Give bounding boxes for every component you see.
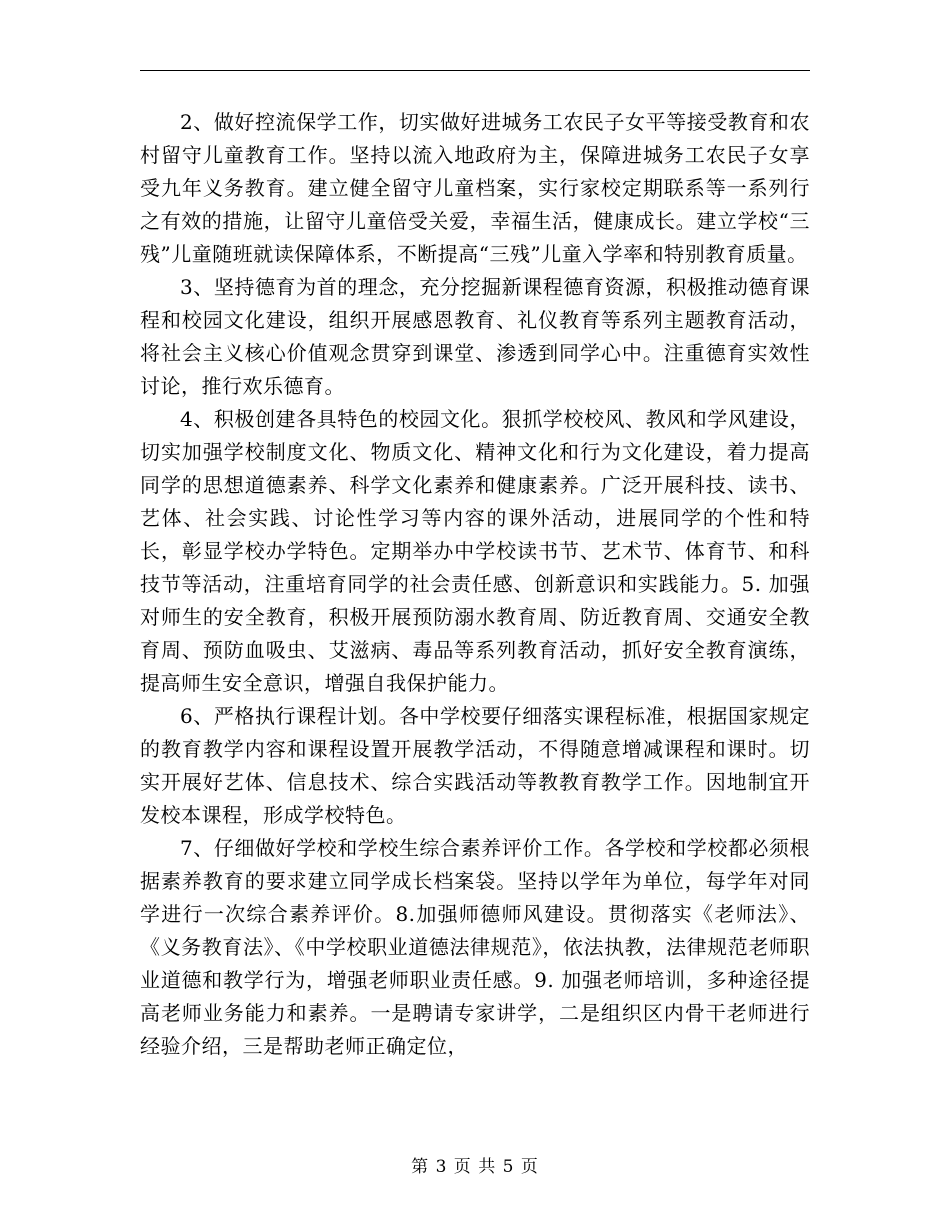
paragraph-4: 4、积极创建各具特色的校园文化。狠抓学校校风、教风和学风建设，切实加强学校制度文化、物质文化、精神文化和行为文化建设，着力提高同学的思想道德素养、科学文化素养和健康素养。广泛开展科技、读书、艺体、社会实践、讨论性学习等内容的课外活动，进展同学的个性和特长，彰显学校办学特色。定期举办中学校读书节、艺术节、体育节、和科技节等活动，注重培育同学的社会责任感、创新意识和实践能力。5. 加强对师生的安全教育，积极开展预防溺水教育周、防近教育周、交通安全教育周、预防血吸虫、艾滋病、毒品等系列教育活动，抓好安全教育演练，提高师生安全意识，增强自我保护能力。 <box>140 407 810 695</box>
paragraph-3: 3、坚持德育为首的理念，充分挖掘新课程德育资源，积极推动德育课程和校园文化建设，组织开展感恩教育、礼仪教育等系列主题教育活动，将社会主义核心价值观念贯穿到课堂、渗透到同学心中。注重德育实效性讨论，推行欢乐德育。 <box>140 275 810 398</box>
page-number-footer: 第 3 页 共 5 页 <box>411 1157 539 1177</box>
paragraph-6: 6、严格执行课程计划。各中学校要仔细落实课程标准，根据国家规定的教育教学内容和课程设置开展教学活动，不得随意增减课程和课时。切实开展好艺体、信息技术、综合实践活动等教教育教学工作。因地制宜开发校本课程，形成学校特色。 <box>140 704 810 827</box>
paragraph-2: 2、做好控流保学工作，切实做好进城务工农民子女平等接受教育和农村留守儿童教育工作。坚持以流入地政府为主，保障进城务工农民子女享受九年义务教育。建立健全留守儿童档案，实行家校定期联系等一系列行之有效的措施，让留守儿童倍受关爱，幸福生活，健康成长。建立学校“三残”儿童随班就读保障体系，不断提高“三残”儿童入学率和特别教育质量。 <box>140 110 810 266</box>
paragraph-7: 7、仔细做好学校和学校生综合素养评价工作。各学校和学校都必须根据素养教育的要求建立同学成长档案袋。坚持以学年为单位，每学年对同学进行一次综合素养评价。8.加强师德师风建设。贯彻落实《老师法》、《义务教育法》、《中学校职业道德法律规范》，依法执教，法律规范老师职业道德和教学行为，增强老师职业责任感。9. 加强老师培训，多种途径提高老师业务能力和素养。一是聘请专家讲学，二是组织区内骨干老师进行经验介绍，三是帮助老师正确定位， <box>140 836 810 1058</box>
document-body <box>140 106 810 1063</box>
header-rule <box>140 70 810 71</box>
